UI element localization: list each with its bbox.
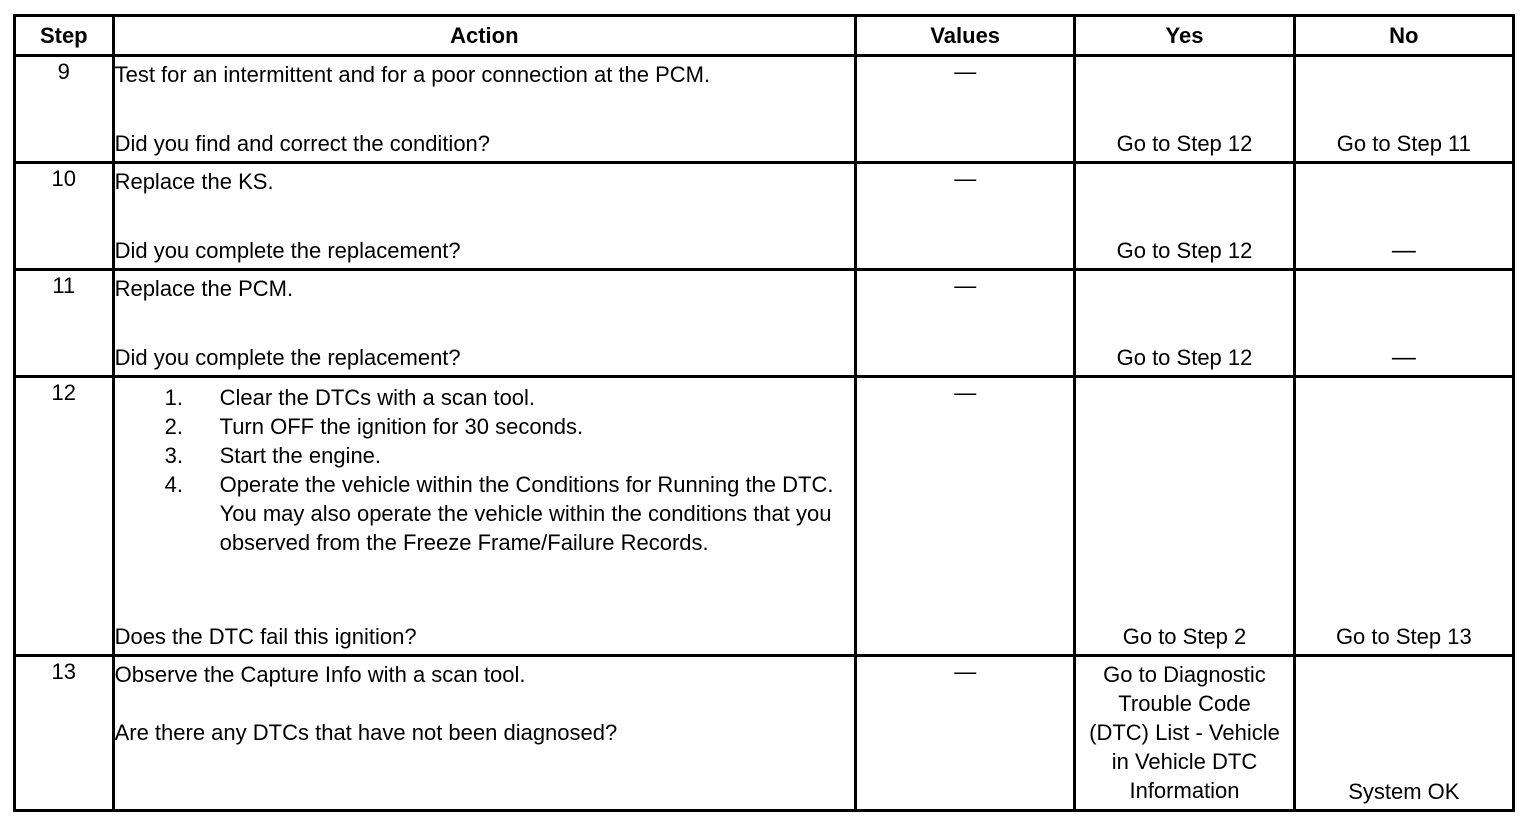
yes-link[interactable]: Go to Step 2: [1122, 624, 1247, 649]
table-row-step-12: [15, 377, 1514, 656]
header-step: Step: [15, 16, 114, 56]
list-item: [165, 383, 834, 412]
yes-cell: [1075, 656, 1294, 811]
action-question: Are there any DTCs that have not been diagnosed?: [114, 720, 618, 745]
table-row-step-13: [15, 656, 1514, 811]
action-question: Does the DTC fail this ignition?: [114, 624, 417, 649]
list-item-text: Clear the DTCs with a scan tool.: [219, 385, 536, 410]
yes-cell: [1075, 163, 1294, 270]
action-question: Did you complete the replacement?: [114, 345, 461, 370]
list-item-number: 3.: [164, 443, 183, 468]
table-row-step-9: [15, 56, 1514, 163]
diagnostic-table: [13, 14, 1515, 812]
action-instruction: Replace the KS.: [114, 169, 274, 194]
no-cell: [1294, 377, 1513, 656]
list-item-text: Start the engine.: [219, 443, 382, 468]
values-cell: —: [856, 377, 1075, 656]
header-row: [15, 16, 1514, 56]
list-item: [165, 412, 834, 441]
step-number: 12: [15, 377, 114, 656]
list-item-text: Turn OFF the ignition for 30 seconds.: [219, 414, 584, 439]
no-cell: [1294, 656, 1513, 811]
table-row-step-11: [15, 270, 1514, 377]
no-dash: —: [1391, 344, 1416, 371]
header-no: No: [1294, 16, 1513, 56]
action-instruction: Test for an intermittent and for a poor connection at the PCM.: [114, 62, 711, 87]
action-cell: [113, 56, 855, 163]
action-cell: [113, 377, 855, 656]
yes-link[interactable]: Go to Diagnostic Trouble Code (DTC) List - Vehicle in Vehicle DTC Information: [1089, 662, 1280, 803]
no-text: System OK: [1348, 779, 1460, 804]
list-item-number: 4.: [164, 472, 183, 497]
table-row-step-10: [15, 163, 1514, 270]
list-item-number: 1.: [164, 385, 183, 410]
action-cell: [113, 270, 855, 377]
no-link[interactable]: Go to Step 11: [1336, 131, 1471, 156]
action-step-list: [165, 383, 834, 557]
step-number: 9: [15, 56, 114, 163]
yes-link[interactable]: Go to Step 12: [1116, 345, 1253, 370]
header-yes: Yes: [1075, 16, 1294, 56]
no-link[interactable]: Go to Step 13: [1335, 624, 1472, 649]
values-cell: —: [856, 163, 1075, 270]
yes-cell: [1075, 270, 1294, 377]
action-instruction: Observe the Capture Info with a scan tool.: [114, 662, 526, 687]
action-question: Did you find and correct the condition?: [114, 131, 491, 156]
yes-link[interactable]: Go to Step 12: [1116, 238, 1253, 263]
step-number: 10: [15, 163, 114, 270]
list-item: [165, 470, 834, 557]
diagnostic-table-container: [13, 14, 1515, 812]
values-cell: —: [856, 56, 1075, 163]
yes-cell: [1075, 377, 1294, 656]
yes-cell: [1075, 56, 1294, 163]
header-values: Values: [856, 16, 1075, 56]
action-cell: [113, 163, 855, 270]
no-cell: [1294, 270, 1513, 377]
step-number: 13: [15, 656, 114, 811]
step-number: 11: [15, 270, 114, 377]
yes-link[interactable]: Go to Step 12: [1116, 131, 1253, 156]
list-item-number: 2.: [164, 414, 183, 439]
action-instruction: Replace the PCM.: [114, 276, 294, 301]
header-action: Action: [113, 16, 855, 56]
values-cell: —: [856, 656, 1075, 811]
values-cell: —: [856, 270, 1075, 377]
list-item-text: Operate the vehicle within the Conditions for Running the DTC. You may also operate the vehicle within the conditions that you observed from the Freeze Frame/Failure Records.: [219, 472, 834, 555]
list-item: [165, 441, 834, 470]
no-dash: —: [1391, 237, 1416, 264]
action-cell: [113, 656, 855, 811]
no-cell: [1294, 163, 1513, 270]
action-question: Did you complete the replacement?: [114, 238, 461, 263]
no-cell: [1294, 56, 1513, 163]
